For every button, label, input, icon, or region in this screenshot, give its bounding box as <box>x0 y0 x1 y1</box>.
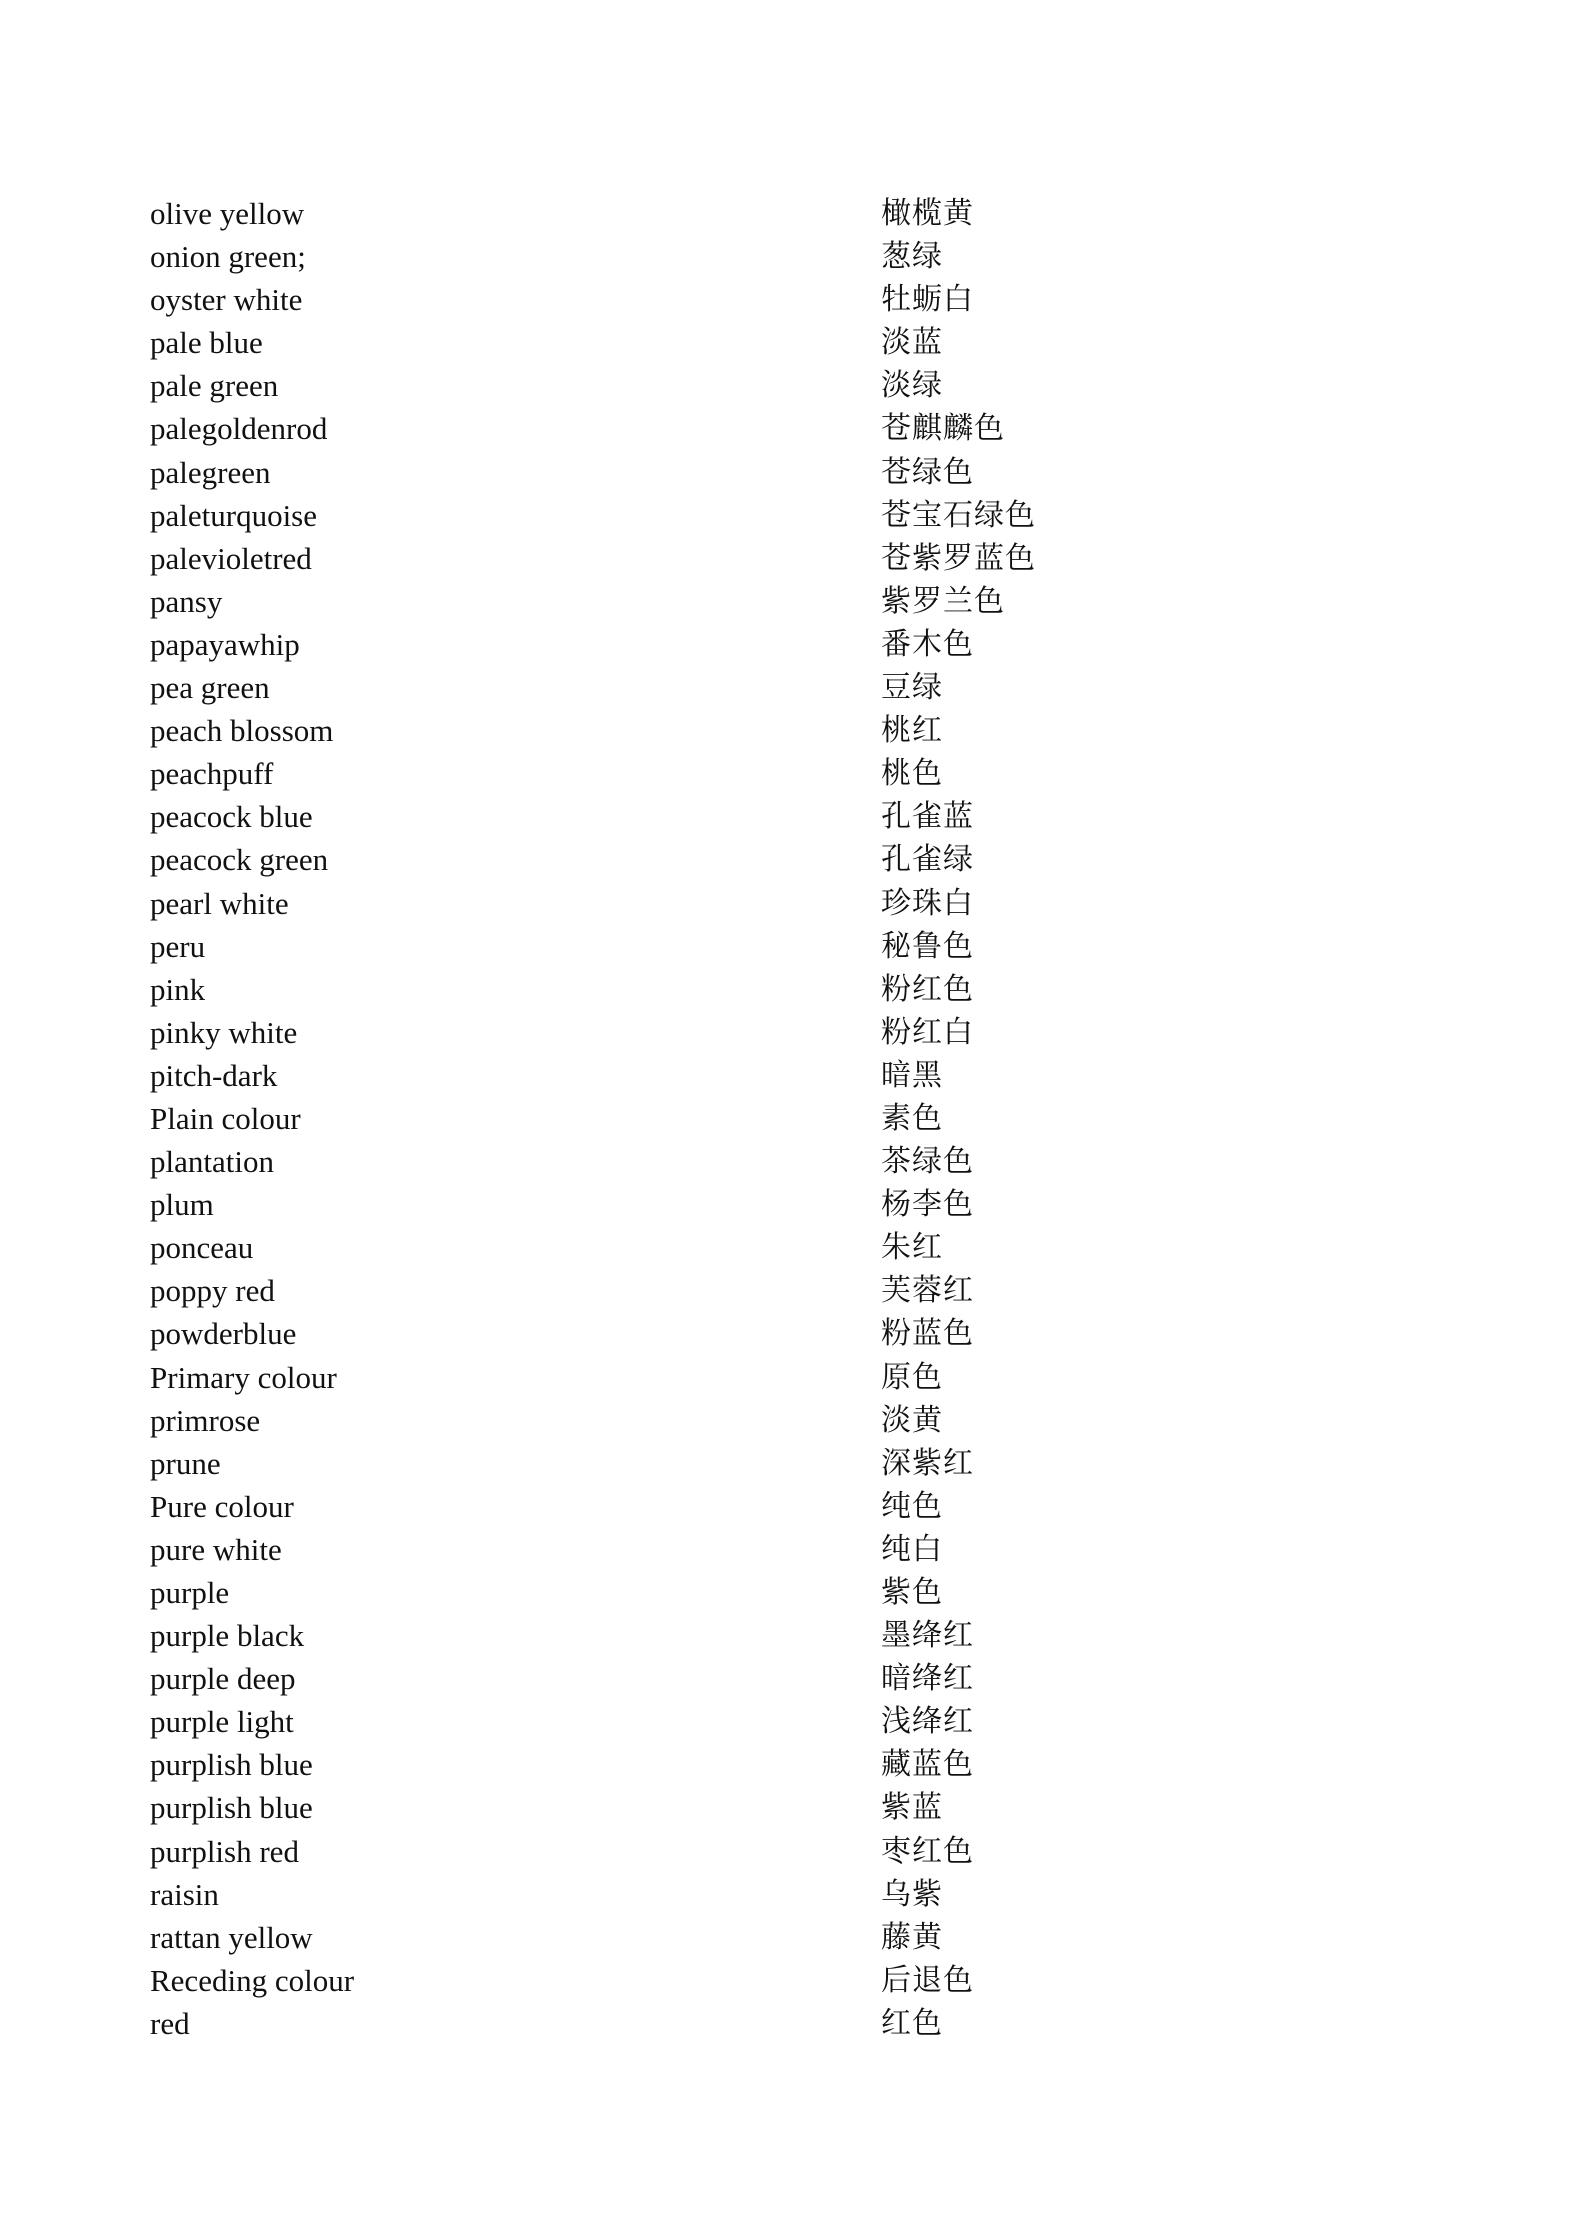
english-term: ponceau <box>150 1230 254 1266</box>
english-term: onion green; <box>150 239 306 275</box>
english-term: olive yellow <box>150 196 305 231</box>
glossary-entry <box>150 451 1350 494</box>
chinese-term: 杨李色 <box>881 1187 974 1223</box>
chinese-term: 粉红色 <box>881 971 974 1007</box>
english-term: purple <box>150 1575 230 1610</box>
english-term: peacock blue <box>150 799 313 835</box>
english-term: Plain colour <box>150 1100 301 1136</box>
glossary-entry <box>150 2002 1350 2045</box>
english-term: papayawhip <box>150 626 300 662</box>
glossary-entry <box>150 795 1350 838</box>
chinese-term: 苍紫罗蓝色 <box>881 540 1036 576</box>
english-term: purplish blue <box>150 1790 313 1826</box>
chinese-term: 原色 <box>881 1359 943 1395</box>
chinese-term: 孔雀绿 <box>881 842 974 878</box>
glossary-entry <box>150 1959 1350 2002</box>
english-term: purple light <box>150 1704 294 1740</box>
english-term: pitch-dark <box>150 1057 278 1093</box>
english-term: peru <box>150 928 206 964</box>
chinese-term: 朱红 <box>881 1230 943 1266</box>
glossary-entry <box>150 1054 1350 1097</box>
english-term: pinky white <box>150 1014 298 1050</box>
glossary-entry <box>150 1700 1350 1743</box>
chinese-term: 芙蓉红 <box>881 1273 974 1309</box>
glossary-entry <box>150 838 1350 881</box>
chinese-term: 孔雀蓝 <box>881 799 974 835</box>
english-term: purple black <box>150 1618 305 1654</box>
glossary-entry <box>150 494 1350 537</box>
chinese-term: 藤黄 <box>881 1919 943 1955</box>
english-term: Pure colour <box>150 1488 294 1524</box>
chinese-term: 桃红 <box>881 713 943 749</box>
english-term: prune <box>150 1445 221 1481</box>
chinese-term: 苍宝石绿色 <box>881 497 1036 533</box>
glossary-entry <box>150 1743 1350 1786</box>
chinese-term: 淡蓝 <box>881 325 943 361</box>
english-term: rattan yellow <box>150 1919 313 1955</box>
glossary-entry <box>150 537 1350 580</box>
glossary-entry <box>150 1269 1350 1312</box>
chinese-term: 粉红白 <box>881 1014 974 1050</box>
glossary-entry <box>150 1528 1350 1571</box>
chinese-term: 茶绿色 <box>881 1144 974 1180</box>
glossary-entry <box>150 1873 1350 1916</box>
glossary-entry <box>150 278 1350 321</box>
english-term: pearl white <box>150 885 289 921</box>
chinese-term: 后退色 <box>881 1962 974 1998</box>
glossary-entry <box>150 1485 1350 1528</box>
glossary-entry <box>150 1226 1350 1269</box>
chinese-term: 淡绿 <box>881 368 943 404</box>
chinese-term: 牡蛎白 <box>881 282 974 318</box>
chinese-term: 番木色 <box>881 626 974 662</box>
chinese-term: 藏蓝色 <box>881 1747 974 1783</box>
chinese-term: 桃色 <box>881 756 943 792</box>
glossary-entry <box>150 1571 1350 1614</box>
glossary-entry <box>150 752 1350 795</box>
english-term: purplish blue <box>150 1747 313 1783</box>
chinese-term: 墨绛红 <box>881 1618 974 1654</box>
glossary-entry <box>150 580 1350 623</box>
chinese-term: 粉蓝色 <box>881 1316 974 1352</box>
color-glossary-list <box>150 192 1350 2045</box>
english-term: pink <box>150 971 206 1007</box>
english-term: raisin <box>150 1876 219 1912</box>
chinese-term: 秘鲁色 <box>881 928 974 964</box>
english-term: peachpuff <box>150 756 274 792</box>
glossary-entry <box>150 1356 1350 1399</box>
english-term: oyster white <box>150 282 303 318</box>
chinese-term: 珍珠白 <box>881 885 974 921</box>
english-term: pale green <box>150 368 279 404</box>
glossary-entry <box>150 1786 1350 1829</box>
english-term: peacock green <box>150 842 329 878</box>
english-term: palevioletred <box>150 540 312 576</box>
english-term: plantation <box>150 1144 274 1180</box>
chinese-term: 红色 <box>881 2005 943 2041</box>
english-term: red <box>150 2005 190 2041</box>
glossary-entry <box>150 192 1350 235</box>
english-term: peach blossom <box>150 713 334 749</box>
english-term: primrose <box>150 1402 261 1438</box>
glossary-entry <box>150 407 1350 450</box>
glossary-entry <box>150 1442 1350 1485</box>
english-term: palegoldenrod <box>150 411 328 447</box>
chinese-term: 淡黄 <box>881 1402 943 1438</box>
glossary-entry <box>150 364 1350 407</box>
glossary-entry <box>150 321 1350 364</box>
chinese-term: 暗黑 <box>881 1057 943 1093</box>
glossary-entry <box>150 1097 1350 1140</box>
english-term: poppy red <box>150 1273 275 1309</box>
glossary-entry <box>150 623 1350 666</box>
english-term: pea green <box>150 670 270 706</box>
english-term: plum <box>150 1187 214 1223</box>
english-term: Receding colour <box>150 1962 355 1998</box>
glossary-entry <box>150 925 1350 968</box>
english-term: purplish red <box>150 1833 299 1869</box>
chinese-term: 豆绿 <box>881 670 943 706</box>
chinese-term: 紫色 <box>881 1575 943 1610</box>
chinese-term: 纯色 <box>881 1488 943 1524</box>
chinese-term: 紫蓝 <box>881 1790 943 1826</box>
glossary-entry <box>150 709 1350 752</box>
english-term: palegreen <box>150 454 271 490</box>
chinese-term: 浅绛红 <box>881 1704 974 1740</box>
chinese-term: 葱绿 <box>881 239 943 275</box>
glossary-entry <box>150 235 1350 278</box>
english-term: pansy <box>150 583 223 619</box>
chinese-term: 苍绿色 <box>881 454 974 490</box>
glossary-entry <box>150 666 1350 709</box>
glossary-entry <box>150 1140 1350 1183</box>
chinese-term: 橄榄黄 <box>881 196 974 231</box>
chinese-term: 紫罗兰色 <box>881 583 1005 619</box>
glossary-entry <box>150 1399 1350 1442</box>
glossary-entry <box>150 1614 1350 1657</box>
chinese-term: 苍麒麟色 <box>881 411 1005 447</box>
glossary-entry <box>150 882 1350 925</box>
english-term: Primary colour <box>150 1359 337 1395</box>
glossary-entry <box>150 1916 1350 1959</box>
glossary-entry <box>150 1011 1350 1054</box>
english-term: paleturquoise <box>150 497 318 533</box>
chinese-term: 乌紫 <box>881 1876 943 1912</box>
chinese-term: 素色 <box>881 1100 943 1136</box>
chinese-term: 深紫红 <box>881 1445 974 1481</box>
chinese-term: 枣红色 <box>881 1833 974 1869</box>
glossary-entry <box>150 1657 1350 1700</box>
glossary-entry <box>150 968 1350 1011</box>
glossary-entry <box>150 1312 1350 1355</box>
english-term: powderblue <box>150 1316 297 1352</box>
english-term: purple deep <box>150 1661 296 1697</box>
glossary-entry <box>150 1183 1350 1226</box>
english-term: pale blue <box>150 325 263 361</box>
english-term: pure white <box>150 1531 282 1567</box>
glossary-entry <box>150 1830 1350 1873</box>
chinese-term: 纯白 <box>881 1531 943 1567</box>
chinese-term: 暗绛红 <box>881 1661 974 1697</box>
